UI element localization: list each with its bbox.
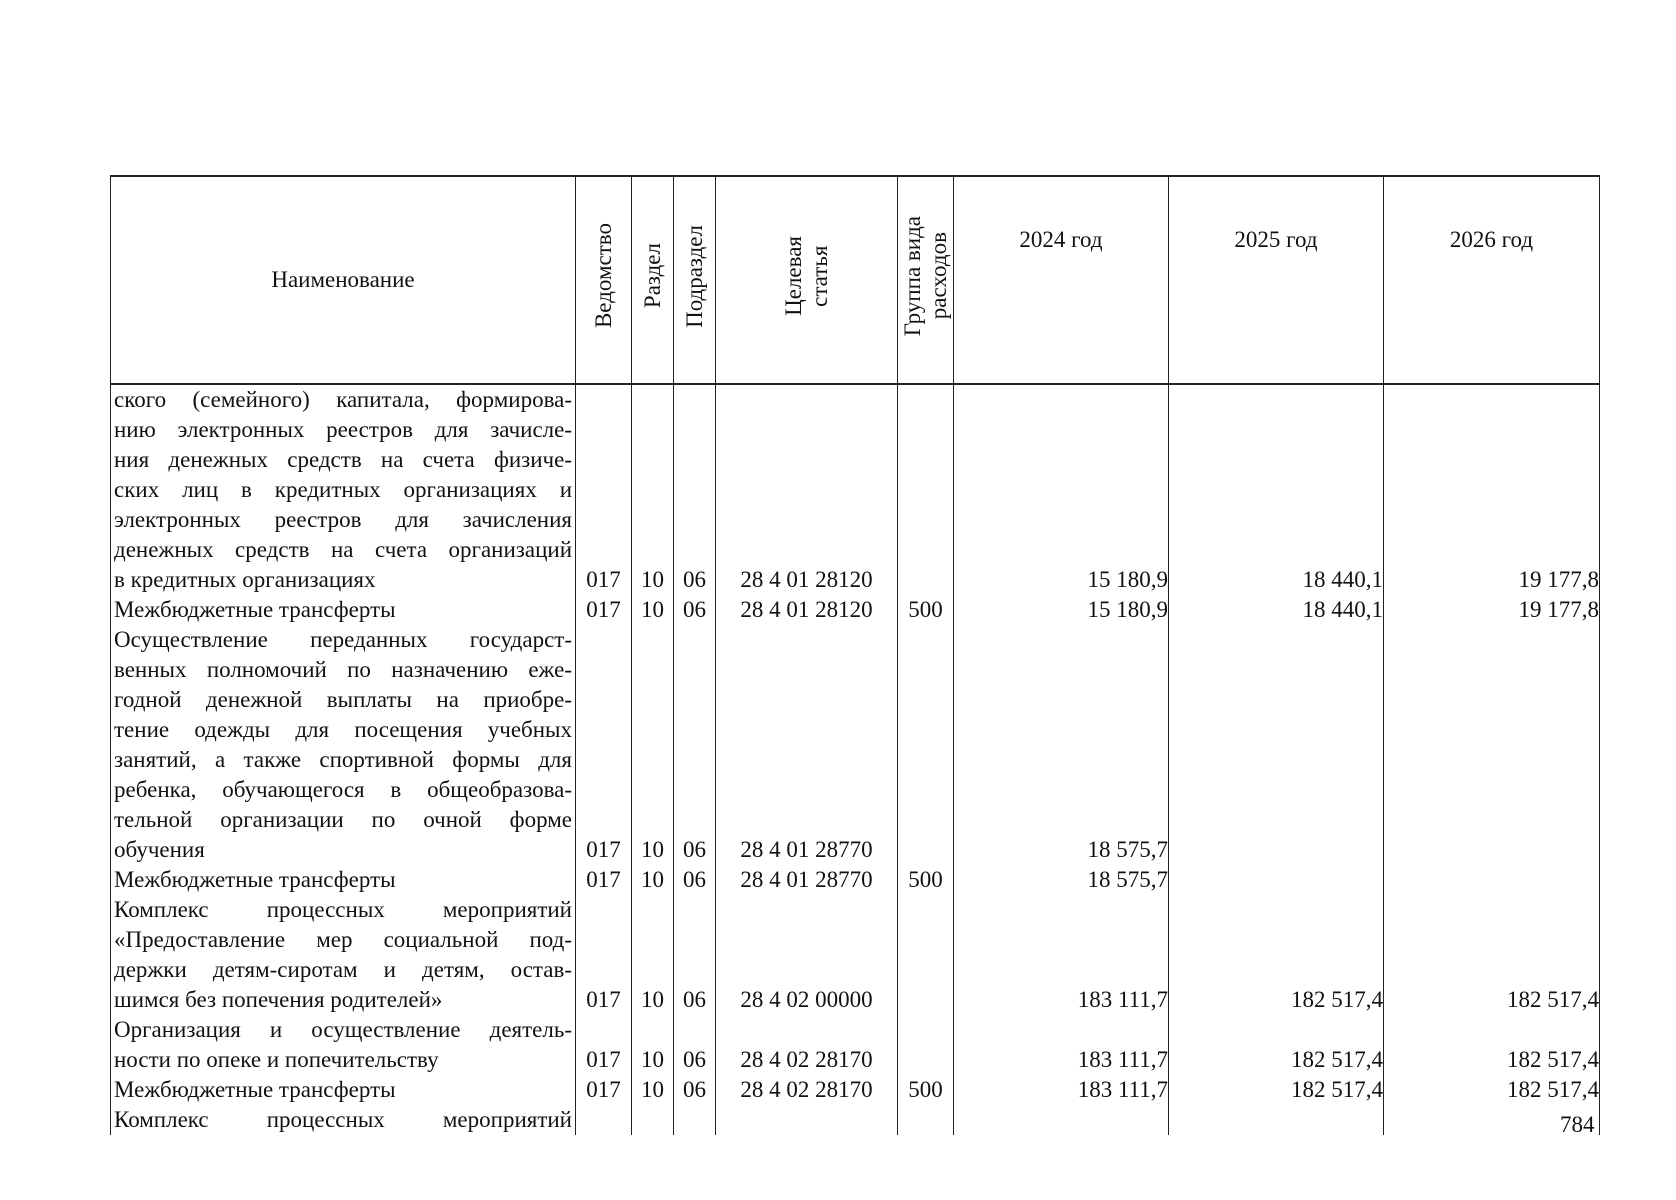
row-name-line: тение одежды для посещения учебных <box>114 717 572 742</box>
row-2025-cell: 182 517,4 <box>1169 1075 1384 1105</box>
table-row <box>111 1105 1600 1135</box>
table-row <box>111 625 1600 865</box>
row-section-cell: 10 <box>632 895 674 1015</box>
row-2024-cell: 183 111,7 <box>954 1075 1169 1105</box>
row-2026-cell: 19 177,8 <box>1384 595 1600 625</box>
row-2024-cell: 15 180,9 <box>954 595 1169 625</box>
row-name-line: ского (семейного) капитала, формирова- <box>114 387 572 412</box>
table-row <box>111 1015 1600 1075</box>
row-target-cell: 28 4 01 28770 <box>716 625 898 865</box>
row-name-line: ских лиц в кредитных организациях и <box>114 477 572 502</box>
row-section-cell: 10 <box>632 595 674 625</box>
table-body <box>111 384 1600 1135</box>
header-department: Ведомство <box>576 176 632 384</box>
row-department-cell: 017 <box>576 384 632 595</box>
row-target-cell: 28 4 02 00000 <box>716 895 898 1015</box>
row-2025-cell: 18 440,1 <box>1169 384 1384 595</box>
row-subsection-cell: 06 <box>674 1015 716 1075</box>
row-2025-cell <box>1169 625 1384 865</box>
row-group-cell <box>898 625 954 865</box>
header-target-article: Целевая статья <box>716 176 898 384</box>
header-section: Раздел <box>632 176 674 384</box>
row-name-line: обучения <box>114 837 205 862</box>
row-target-cell: 28 4 02 28170 <box>716 1075 898 1105</box>
table-row <box>111 895 1600 1015</box>
header-expense-group: Группа вида расходов <box>898 176 954 384</box>
header-2025: 2025 год <box>1169 176 1384 384</box>
row-2026-cell: 182 517,4 <box>1384 1015 1600 1075</box>
row-target-cell: 28 4 01 28770 <box>716 865 898 895</box>
row-department-cell <box>576 1105 632 1135</box>
row-2026-cell <box>1384 625 1600 865</box>
row-subsection-cell: 06 <box>674 1075 716 1105</box>
row-target-cell: 28 4 01 28120 <box>716 384 898 595</box>
row-name-line: тельной организации по очной форме <box>114 807 572 832</box>
row-name-line: Осуществление переданных государст- <box>114 627 572 652</box>
row-2024-cell <box>954 1105 1169 1135</box>
row-section-cell: 10 <box>632 865 674 895</box>
row-name-cell <box>111 1075 576 1105</box>
row-name-line: венных полномочий по назначению еже- <box>114 657 572 682</box>
row-department-cell: 017 <box>576 595 632 625</box>
row-section-cell: 10 <box>632 625 674 865</box>
row-name-cell <box>111 895 576 1015</box>
row-2025-cell: 182 517,4 <box>1169 895 1384 1015</box>
row-name-line: занятий, а также спортивной формы для <box>114 747 572 772</box>
header-2026: 2026 год <box>1384 176 1600 384</box>
row-department-cell: 017 <box>576 1075 632 1105</box>
row-2024-cell: 183 111,7 <box>954 1015 1169 1075</box>
table-row <box>111 595 1600 625</box>
row-department-cell: 017 <box>576 865 632 895</box>
row-target-cell <box>716 1105 898 1135</box>
row-target-cell: 28 4 01 28120 <box>716 595 898 625</box>
row-2025-cell: 18 440,1 <box>1169 595 1384 625</box>
row-2025-cell <box>1169 1105 1384 1135</box>
row-name-line: ребенка, обучающегося в общеобразова- <box>114 777 572 802</box>
row-subsection-cell <box>674 1105 716 1135</box>
header-subsection: Подраздел <box>674 176 716 384</box>
row-name-line: ния денежных средств на счета физиче- <box>114 447 572 472</box>
table-row <box>111 384 1600 595</box>
row-2024-cell: 18 575,7 <box>954 625 1169 865</box>
row-department-cell: 017 <box>576 1015 632 1075</box>
row-name-line: Организация и осуществление деятель- <box>114 1017 572 1042</box>
row-2024-cell: 18 575,7 <box>954 865 1169 895</box>
row-2026-cell: 182 517,4 <box>1384 895 1600 1015</box>
row-subsection-cell: 06 <box>674 384 716 595</box>
row-name-line: Комплекс процессных мероприятий <box>114 897 572 922</box>
row-name-line: шимся без попечения родителей» <box>114 987 443 1012</box>
row-name-cell <box>111 1015 576 1075</box>
row-name-cell <box>111 865 576 895</box>
row-name-line: ности по опеке и попечительству <box>114 1047 439 1072</box>
row-group-cell <box>898 1105 954 1135</box>
budget-table <box>110 175 1600 1135</box>
row-group-cell <box>898 895 954 1015</box>
row-subsection-cell: 06 <box>674 865 716 895</box>
row-name-cell <box>111 595 576 625</box>
page-number: 784 <box>1560 1112 1595 1137</box>
row-group-cell: 500 <box>898 865 954 895</box>
row-2025-cell: 182 517,4 <box>1169 1015 1384 1075</box>
row-name-line: Межбюджетные трансферты <box>114 597 396 622</box>
row-name-line: Межбюджетные трансферты <box>114 867 396 892</box>
row-section-cell: 10 <box>632 1015 674 1075</box>
row-name-line: денежных средств на счета организаций <box>114 537 572 562</box>
row-name-line: Комплекс процессных мероприятий <box>114 1107 572 1132</box>
row-2024-cell: 15 180,9 <box>954 384 1169 595</box>
row-name-line: в кредитных организациях <box>114 567 376 592</box>
row-section-cell <box>632 1105 674 1135</box>
row-name-cell <box>111 1105 576 1135</box>
row-subsection-cell: 06 <box>674 895 716 1015</box>
row-subsection-cell: 06 <box>674 595 716 625</box>
row-name-cell <box>111 625 576 865</box>
row-subsection-cell: 06 <box>674 625 716 865</box>
row-2026-cell: 19 177,8 <box>1384 384 1600 595</box>
table-header-row <box>111 176 1600 384</box>
row-name-cell <box>111 384 576 595</box>
row-department-cell: 017 <box>576 625 632 865</box>
row-name-line: нию электронных реестров для зачисле- <box>114 417 572 442</box>
table-row <box>111 865 1600 895</box>
row-name-line: держки детям-сиротам и детям, остав- <box>114 957 572 982</box>
row-department-cell: 017 <box>576 895 632 1015</box>
row-2024-cell: 183 111,7 <box>954 895 1169 1015</box>
row-name-line: годной денежной выплаты на приобре- <box>114 687 572 712</box>
header-2024: 2024 год <box>954 176 1169 384</box>
row-2026-cell: 182 517,4 <box>1384 1075 1600 1105</box>
row-group-cell <box>898 1015 954 1075</box>
table-row <box>111 1075 1600 1105</box>
row-section-cell: 10 <box>632 384 674 595</box>
row-group-cell: 500 <box>898 1075 954 1105</box>
row-section-cell: 10 <box>632 1075 674 1105</box>
row-name-line: «Предоставление мер социальной под- <box>114 927 572 952</box>
row-group-cell <box>898 384 954 595</box>
row-target-cell: 28 4 02 28170 <box>716 1015 898 1075</box>
row-name-line: электронных реестров для зачисления <box>114 507 572 532</box>
row-name-line: Межбюджетные трансферты <box>114 1077 396 1102</box>
header-name: Наименование <box>111 176 576 384</box>
row-2026-cell <box>1384 865 1600 895</box>
row-group-cell: 500 <box>898 595 954 625</box>
row-2025-cell <box>1169 865 1384 895</box>
